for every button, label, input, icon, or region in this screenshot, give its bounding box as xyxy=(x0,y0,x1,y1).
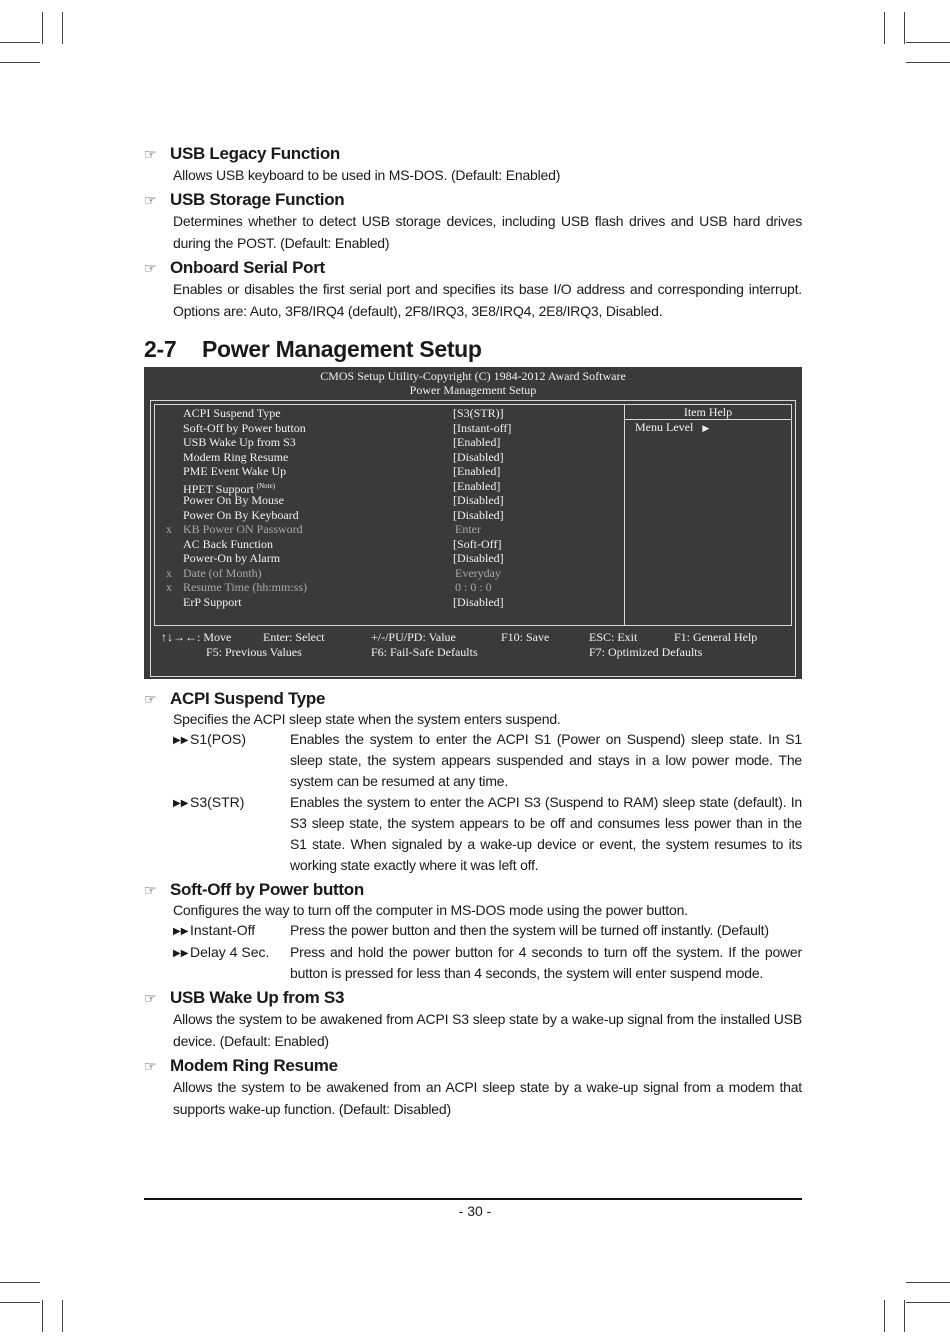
intro-item xyxy=(144,258,802,322)
bios-setting-value[interactable]: 0 : 0 : 0 xyxy=(455,580,492,594)
pointing-hand-icon: ☞ xyxy=(144,1057,157,1074)
option-row xyxy=(173,942,802,984)
bios-setting-value[interactable]: [Enabled] xyxy=(453,478,501,493)
item-text: Allows USB keyboard to be used in MS-DOS. (Default: Enabled) xyxy=(173,167,561,183)
bios-frame xyxy=(150,400,796,677)
bios-header-line: CMOS Setup Utility-Copyright (C) 1984-2012 Award Software xyxy=(320,369,626,383)
key-optimized: F7: Optimized Defaults xyxy=(589,644,703,659)
section-heading xyxy=(144,336,802,363)
bios-setting-value[interactable]: [S3(STR)] xyxy=(453,406,504,420)
crop-mark xyxy=(0,42,40,43)
disabled-marker xyxy=(155,435,183,450)
detail-item xyxy=(144,1056,802,1120)
pointing-hand-icon: ☞ xyxy=(144,690,157,707)
bios-setting-label-text: Soft-Off by Power button xyxy=(183,420,306,435)
key-failsafe: F6: Fail-Safe Defaults xyxy=(371,644,478,659)
bios-setting-label-text: ACPI Suspend Type xyxy=(183,406,281,420)
item-text: Configures the way to turn off the computer in MS-DOS mode using the power button. xyxy=(173,902,688,918)
bios-setting-label-text: Modem Ring Resume xyxy=(183,449,289,464)
bios-setting-label xyxy=(183,406,453,421)
disabled-marker xyxy=(155,493,183,508)
item-text: Allows the system to be awakened from ACPI S3 sleep state by a wake-up signal from the installed USB device. (Default: Enabled) xyxy=(173,1011,802,1049)
bios-setting-label-text: Power On By Keyboard xyxy=(183,507,299,522)
detail-item xyxy=(144,880,802,984)
bios-setting-label xyxy=(183,551,453,566)
key-move: ↑↓→←: Move xyxy=(161,630,232,644)
bios-setting-label xyxy=(183,537,453,552)
bios-setting-label-text: AC Back Function xyxy=(183,536,273,551)
disabled-marker xyxy=(155,508,183,523)
disabled-marker xyxy=(155,537,183,552)
item-text: Determines whether to detect USB storage devices, including USB flash drives and USB hard drives during the POST. (Default: Enabled) xyxy=(173,213,802,251)
crop-mark xyxy=(0,1302,40,1303)
bios-setting-row[interactable] xyxy=(155,493,624,508)
option-desc: Enables the system to enter the ACPI S1 (Power on Suspend) sleep state. In S1 sleep state, the system appears suspended and stays in a low power mode. The system can be resumed at any time. xyxy=(290,731,802,789)
page-number: - 30 - xyxy=(458,1203,492,1219)
option-key: S1(POS) xyxy=(190,731,247,747)
crop-mark xyxy=(0,1282,40,1283)
bios-setting-value[interactable]: [Disabled] xyxy=(453,493,504,507)
crop-mark xyxy=(906,1302,950,1303)
disabled-marker xyxy=(155,595,183,610)
section-title: Power Management Setup xyxy=(202,336,482,362)
key-help: F1: General Help xyxy=(674,630,758,644)
key-select: Enter: Select xyxy=(263,630,325,644)
intro-item xyxy=(144,190,802,254)
disabled-marker: x xyxy=(166,565,172,580)
bios-screen xyxy=(144,367,802,679)
option-key: S3(STR) xyxy=(190,794,245,810)
bios-setting-label-text: USB Wake Up from S3 xyxy=(183,435,296,449)
crop-mark xyxy=(904,12,905,44)
page-content xyxy=(144,140,802,1120)
item-title: ACPI Suspend Type xyxy=(170,689,326,708)
bios-setting-label-text: HPET Support xyxy=(183,481,254,496)
pointing-hand-icon: ☞ xyxy=(144,989,157,1006)
option-desc: Press the power button and then the system will be turned off instantly. (Default) xyxy=(290,922,769,938)
crop-mark xyxy=(904,1300,905,1332)
disabled-marker xyxy=(155,421,183,436)
bios-setting-row[interactable] xyxy=(155,522,624,537)
bios-setting-label-text: Power-On by Alarm xyxy=(183,551,281,565)
disabled-marker xyxy=(155,450,183,465)
bios-setting-label xyxy=(183,595,453,610)
crop-mark xyxy=(906,42,950,43)
bios-setting-row[interactable] xyxy=(155,435,624,450)
detail-item xyxy=(144,689,802,876)
double-arrow-icon: ▶▶ xyxy=(173,948,189,959)
pointing-hand-icon: ☞ xyxy=(144,191,157,208)
bios-setting-value[interactable]: Everyday xyxy=(455,565,501,580)
bios-setting-label xyxy=(183,493,453,508)
crop-mark xyxy=(884,12,885,44)
pointing-hand-icon: ☞ xyxy=(144,259,157,276)
bios-setting-row[interactable] xyxy=(155,508,624,523)
bios-setting-label xyxy=(183,580,453,595)
disabled-marker: x xyxy=(166,522,172,536)
disabled-marker xyxy=(155,551,183,566)
bios-setting-label-text: Date (of Month) xyxy=(183,565,262,580)
bios-setting-row[interactable] xyxy=(155,566,624,581)
item-title: USB Wake Up from S3 xyxy=(170,988,345,1007)
item-title: USB Storage Function xyxy=(170,190,345,209)
item-title: USB Legacy Function xyxy=(170,144,340,163)
bios-setting-value[interactable]: Enter xyxy=(455,522,481,536)
bios-setting-label xyxy=(183,464,453,479)
bios-setting-row[interactable] xyxy=(155,479,624,494)
crop-mark xyxy=(42,12,43,44)
bios-setting-label-text: ErP Support xyxy=(183,594,242,609)
double-arrow-icon: ▶▶ xyxy=(173,926,189,937)
bios-setting-value[interactable]: [Enabled] xyxy=(453,435,501,449)
item-text: Allows the system to be awakened from an ACPI sleep state by a wake-up signal from a modem that supports wake-up function. (Default: Disabled) xyxy=(173,1079,802,1117)
bios-setting-label xyxy=(183,421,453,436)
key-save: F10: Save xyxy=(501,630,550,644)
bios-setting-label xyxy=(183,479,453,494)
intro-item xyxy=(144,144,802,186)
bios-setting-value[interactable]: [Disabled] xyxy=(453,507,504,522)
key-previous: F5: Previous Values xyxy=(206,644,302,659)
bios-setting-value[interactable]: [Disabled] xyxy=(453,449,504,464)
option-key: Instant-Off xyxy=(190,922,256,938)
item-text: Specifies the ACPI sleep state when the system enters suspend. xyxy=(173,711,561,727)
detail-item xyxy=(144,988,802,1052)
item-text: Enables or disables the first serial port and specifies its base I/O address and corresponding interrupt. Options are: Auto, 3F8/IRQ4 (default), 2F8/IRQ3, 3E8/IRQ4, 2E8/IRQ3, Disabled. xyxy=(173,281,802,319)
double-arrow-icon: ▶▶ xyxy=(173,735,189,746)
crop-mark xyxy=(906,1282,950,1283)
bios-setting-label-text: KB Power ON Password xyxy=(183,522,303,536)
pointing-hand-icon: ☞ xyxy=(144,145,157,162)
bios-setting-label xyxy=(183,522,453,537)
bios-setting-row[interactable] xyxy=(155,537,624,552)
section-number: 2-7 xyxy=(144,336,177,362)
item-title: Soft-Off by Power button xyxy=(170,880,364,899)
bios-setting-label xyxy=(183,566,453,581)
option-row xyxy=(173,920,802,942)
bios-setting-row[interactable] xyxy=(155,580,624,595)
key-value: +/-/PU/PD: Value xyxy=(371,630,456,644)
bios-divider xyxy=(624,405,625,625)
disabled-marker xyxy=(155,479,183,494)
bios-setting-row[interactable] xyxy=(155,450,624,465)
note-superscript: (Note) xyxy=(256,481,276,490)
bios-item-help-title: Item Help xyxy=(625,405,791,420)
bios-setting-label xyxy=(183,435,453,450)
bios-setting-label-text: Power On By Mouse xyxy=(183,493,284,507)
bios-header-line: Power Management Setup xyxy=(409,383,537,397)
crop-mark xyxy=(884,1300,885,1332)
bios-setting-row[interactable] xyxy=(155,421,624,436)
bios-setting-row[interactable] xyxy=(155,551,624,566)
disabled-marker xyxy=(155,406,183,421)
item-title: Modem Ring Resume xyxy=(170,1056,338,1075)
disabled-marker: x xyxy=(166,580,172,594)
bios-setting-label xyxy=(183,450,453,465)
triangle-right-icon: ▶ xyxy=(702,423,710,433)
bios-setting-label-text: Resume Time (hh:mm:ss) xyxy=(183,580,308,594)
footer-rule xyxy=(144,1198,802,1200)
bios-setting-value[interactable]: [Instant-off] xyxy=(453,420,512,435)
pointing-hand-icon: ☞ xyxy=(144,881,157,898)
item-title: Onboard Serial Port xyxy=(170,258,325,277)
crop-mark xyxy=(0,62,40,63)
bios-setting-value[interactable]: [Disabled] xyxy=(453,594,504,609)
option-row xyxy=(173,729,802,792)
bios-menu-level xyxy=(635,420,709,435)
option-desc: Press and hold the power button for 4 seconds to turn off the system. If the power button is pressed for less than 4 seconds, the system will enter suspend mode. xyxy=(290,944,802,981)
bios-setting-label xyxy=(183,508,453,523)
bios-setting-value[interactable]: [Soft-Off] xyxy=(453,536,502,551)
crop-mark xyxy=(62,12,63,44)
option-row xyxy=(173,792,802,876)
option-key: Delay 4 Sec. xyxy=(190,944,270,960)
menu-level-label: Menu Level xyxy=(635,420,694,434)
bios-key-legend xyxy=(161,630,795,659)
crop-mark xyxy=(906,62,950,63)
bios-setting-row[interactable] xyxy=(155,464,624,479)
key-exit: ESC: Exit xyxy=(589,630,638,644)
bios-setting-label-text: PME Event Wake Up xyxy=(183,464,287,478)
bios-setting-value[interactable]: [Enabled] xyxy=(453,464,501,478)
crop-mark xyxy=(42,1300,43,1332)
double-arrow-icon: ▶▶ xyxy=(173,798,189,809)
bios-setting-row[interactable] xyxy=(155,406,624,421)
bios-setting-row[interactable] xyxy=(155,595,624,610)
bios-settings-panel xyxy=(154,404,792,626)
bios-setting-value[interactable]: [Disabled] xyxy=(453,551,504,565)
crop-mark xyxy=(62,1300,63,1332)
bios-settings-list xyxy=(155,406,624,609)
disabled-marker xyxy=(155,464,183,479)
option-desc: Enables the system to enter the ACPI S3 (Suspend to RAM) sleep state (default). In S3 sleep state, the system appears to be off and consumes less power than in the S1 state. When signaled by a wake-up device or event, the system resumes to its working state exactly where it was left off. xyxy=(290,794,802,873)
